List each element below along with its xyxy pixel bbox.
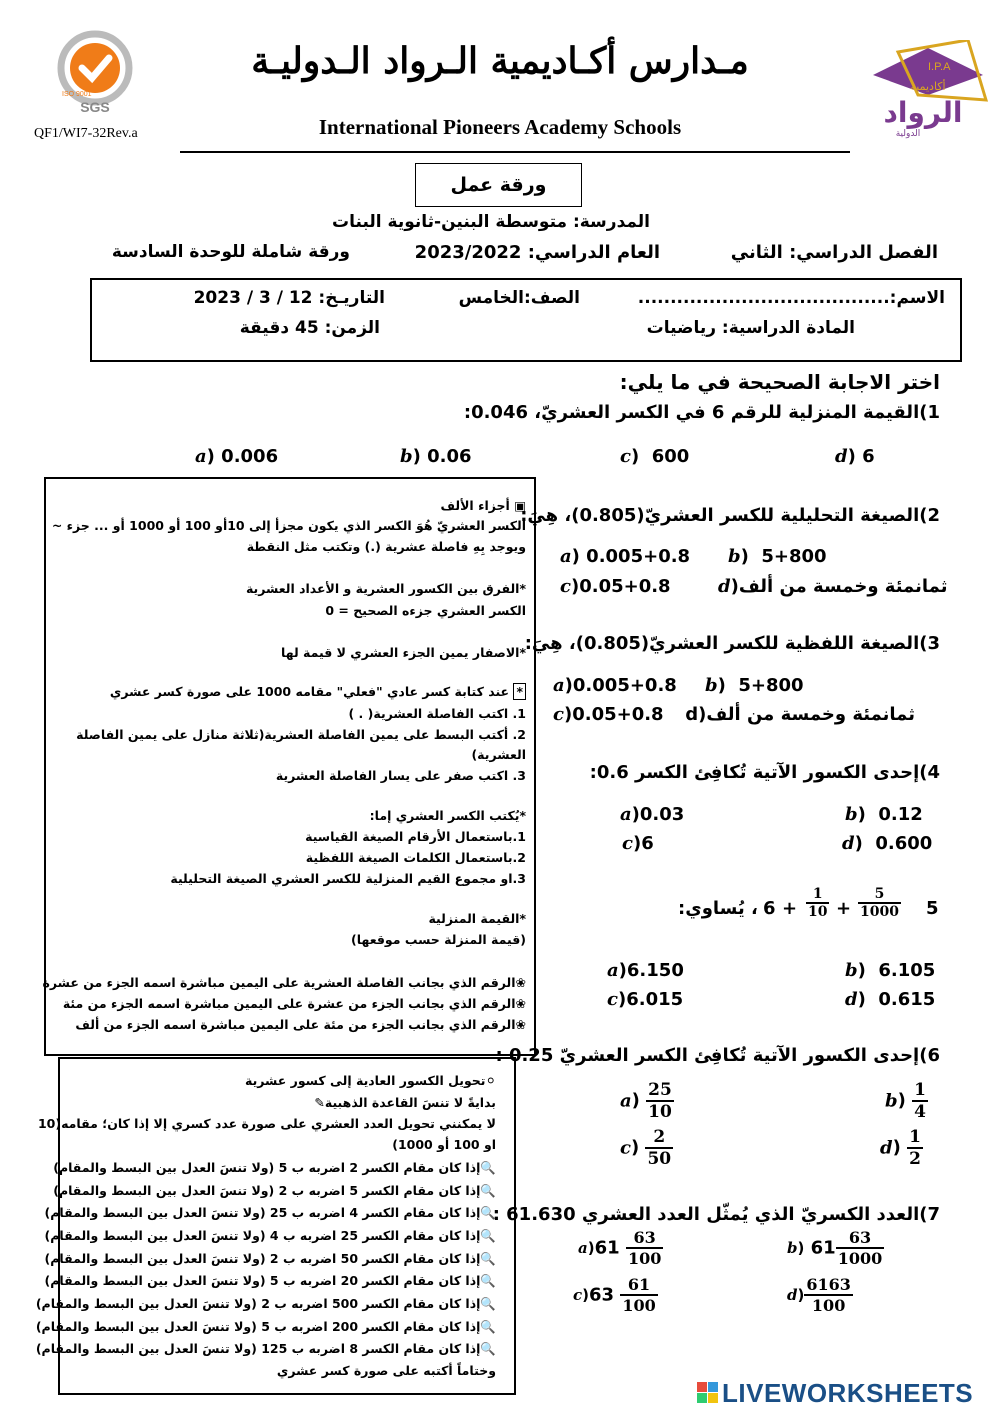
q4-option-a[interactable]: a)0.03: [620, 804, 685, 825]
grade-field: الصف:الخامس: [458, 288, 580, 308]
q5-option-c[interactable]: c)6.015: [607, 989, 684, 1010]
question-4: 4)إحدى الكسور الآتية تُكافِئ الكسر 0.6:: [589, 762, 940, 783]
q6-option-a[interactable]: a) $\frac{25}{10}$: [620, 1080, 672, 1122]
school-line: المدرسة: متوسطة البنين-ثانوية البنات: [332, 212, 650, 232]
logo-small-text: أكاديمية: [910, 80, 946, 93]
time-field: الزمن: 45 دقيقة: [239, 318, 380, 338]
note-1-line: العشرية): [471, 747, 526, 762]
q1-option-c[interactable]: c) 600: [620, 446, 690, 467]
ribbon-icon: ❀: [515, 975, 526, 990]
sheet-description: ورقة شاملة للوحدة السادسة: [111, 242, 350, 262]
note-2-line: 🔍إذا كان مقام الكسر 25 اضربه ب 4 (ولا تنسَ العدل بين البسط والمقام): [44, 1228, 496, 1243]
q6-option-c[interactable]: c) $\frac{2}{50}$: [620, 1127, 672, 1169]
document-code: QF1/WI7-32Rev.a: [34, 126, 138, 141]
q2-option-b[interactable]: b) 5+800: [728, 546, 827, 567]
header-divider: [180, 151, 850, 153]
magnifier-icon: 🔍: [480, 1319, 496, 1334]
magnifier-icon: 🔍: [480, 1296, 496, 1311]
q5-option-b[interactable]: b) 6.105: [845, 960, 936, 981]
q3-option-c[interactable]: c)0.05+0.8: [553, 704, 664, 725]
book-icon: ▣: [514, 498, 526, 513]
note-1-line: 1. اكتب الفاصلة العشرية( . ): [348, 706, 526, 721]
note-1-line: ويوجد بِهِ فاصلة عشرية (.) وتكتب مثل النقطة: [246, 539, 526, 554]
q6-option-d[interactable]: d) $\frac{1}{2}$: [880, 1127, 921, 1169]
note-2-title: ⚪تحويل الكسور العادية إلى كسور عشرية: [244, 1073, 496, 1088]
note-1-line: 3. اكتب صفر على يسار الفاصلة العشرية: [275, 768, 526, 783]
q7-option-b[interactable]: b) 61 $\frac{63}{1000}$: [787, 1228, 883, 1268]
q5-plus: +: [782, 898, 798, 919]
q5-fraction-2: $\frac{5}{1000}$: [860, 886, 899, 920]
question-2: 2)الصيغة التحليلية للكسر العشريّ(0.805)، هِيَ:: [520, 505, 940, 526]
note-2-line: وختاماً أكتبه على صورة كسر عشري: [276, 1363, 496, 1378]
sgs-text: SGS: [80, 99, 110, 115]
note-2-line: 🔍إذا كان مقام الكسر 5 اضربه ب 2 (ولا تنسَ العدل بين البسط والمقام): [53, 1183, 496, 1198]
note-pad-icon: ✎: [314, 1095, 325, 1110]
note-1-line: 1.باستعمال الأرقام الصيغة القياسية: [305, 829, 526, 844]
q5-whole: 6: [763, 898, 776, 919]
q1-option-d[interactable]: d) 6: [835, 446, 875, 467]
note-1-line: الكسر العشريّ هُوَ الكسر الذي يكون مجزأ إلى 10أو 100 أو 1000 أو ... جزء ~: [51, 518, 526, 533]
q2-option-d[interactable]: dثمانمئة وخمسة من ألف(: [718, 576, 948, 597]
magnifier-icon: 🔍: [480, 1273, 496, 1288]
semester-line: الفصل الدراسي: الثاني: [730, 242, 938, 263]
note-2-line: بدايةً لا تنسَ القاعدة الذهبية✎: [314, 1095, 496, 1110]
note-2-line: 🔍إذا كان مقام الكسر 2 اضربه ب 5 (ولا تنسَ العدل بين البسط والمقام): [53, 1160, 496, 1175]
note-1-line: *القيمة المنزلية: [428, 911, 526, 926]
note-2-line: 🔍إذا كان مقام الكسر 20 اضربه ب 5 (ولا تنسَ العدل بين البسط والمقام): [44, 1273, 496, 1288]
q2-option-a[interactable]: a) 0.005+0.8: [560, 546, 691, 567]
liveworksheets-icon: [697, 1382, 719, 1404]
note-1-line: *يُكتب الكسر العشري إما:: [369, 808, 526, 823]
note-1-title: ▣ أجزاء الألف: [440, 498, 526, 513]
q4-option-c[interactable]: c)6: [622, 833, 654, 854]
liveworksheets-brand[interactable]: LIVEWORKSHEETS: [722, 1378, 974, 1408]
magnifier-icon: 🔍: [480, 1341, 496, 1356]
q7-option-d[interactable]: d) $\frac{6163}{100}$: [787, 1275, 851, 1315]
q5-option-a[interactable]: a)6.150: [607, 960, 684, 981]
q4-option-b[interactable]: b) 0.12: [845, 804, 923, 825]
note-2-line: 🔍إذا كان مقام الكسر 8 اضربه ب 125 (ولا تنسَ العدل بين البسط والمقام): [35, 1341, 496, 1356]
question-7: 7)العدد الكسريّ الذي يُمثّل العدد العشري 61.630 :: [492, 1204, 940, 1225]
q5-tail-text: ، يُساوي:: [678, 898, 758, 919]
magnifier-icon: 🔍: [480, 1205, 496, 1220]
subject-field: المادة الدراسية: رياضيات: [646, 318, 855, 338]
gear-icon: *: [513, 683, 526, 700]
academy-logo: [858, 40, 988, 140]
magnifier-icon: 🔍: [480, 1160, 496, 1175]
note-1-line: 3.او مجموع القيم المنزلية للكسر العشري الصيغة التحليلية: [170, 871, 526, 886]
circle-icon: ⚪: [485, 1073, 496, 1088]
note-2-line: 🔍إذا كان مقام الكسر 200 اضربه ب 5 (ولا تنسَ العدل بين البسط والمقام): [35, 1319, 496, 1334]
q4-option-d[interactable]: d) 0.600: [842, 833, 933, 854]
note-1-line: *الفرق بين الكسور العشرية و الأعداد العشرية: [245, 581, 526, 596]
q5-option-d[interactable]: d) 0.615: [845, 989, 936, 1010]
note-1-line: *الاصفار يمين الجزء العشري لا قيمة لها: [281, 645, 526, 660]
q7-option-a[interactable]: a)61 $\frac{63}{100}$: [578, 1228, 662, 1268]
iso-text: ISO 9001: [62, 91, 92, 98]
q5-fraction-1: $\frac{1}{10}$: [808, 886, 828, 920]
ribbon-icon: ❀: [515, 996, 526, 1011]
notes-box-decimals: [44, 477, 536, 1056]
magnifier-icon: 🔍: [480, 1183, 496, 1198]
year-line: العام الدراسي: 2023/2022: [414, 242, 660, 263]
q6-option-b[interactable]: b) $\frac{1}{4}$: [885, 1080, 926, 1122]
note-1-line: ❀الرقم الذي بجانب الجزء من مئة على اليمين مباشرة اسمه الجزء من ألف: [75, 1017, 526, 1032]
logo-sub-text: الدولية: [895, 129, 921, 139]
note-1-line: * عند كتابة كسر عادي "فعلي" مقامه 1000 على صورة كسر عشري: [110, 684, 526, 699]
date-field: التاريـخ: 12 / 3 / 2023: [193, 288, 385, 308]
note-1-line: الكسر العشري جزءه الصحيح = 0: [325, 603, 526, 618]
note-2-line: او 100 أو 1000): [392, 1137, 496, 1152]
q3-option-a[interactable]: a)0.005+0.8: [553, 675, 677, 696]
note-2-line: 🔍إذا كان مقام الكسر 4 اضربه ب 25 (ولا تنسَ العدل بين البسط والمقام): [44, 1205, 496, 1220]
note-1-line: ❀الرقم الذي بجانب الفاصلة العشرية على اليمين مباشرة اسمه الجزء من عشرة: [42, 975, 526, 990]
note-1-line: 2. أكتب البسط على يمين الفاصلة العشرية(ثلاثة منازل على يمين الفاصلة: [76, 727, 526, 742]
logo-main-text: الرواد: [883, 96, 963, 129]
school-title-arabic: مـدارس أكـاديمية الـرواد الـدوليـة: [251, 40, 749, 82]
q1-option-a[interactable]: a) 0.006: [195, 446, 279, 467]
note-1-line: 2.باستعمال الكلمات الصيغة اللفظية: [305, 850, 526, 865]
q3-option-d[interactable]: ثمانمئة وخمسة من ألف(d: [685, 704, 915, 725]
logo-abbr: I.P.A: [928, 61, 951, 73]
q5-number: 5: [926, 898, 939, 919]
question-6: 6)إحدى الكسور الآتية تُكافِئ الكسر العشريّ 0.25 :: [495, 1045, 940, 1066]
sgs-certification-logo: [45, 30, 145, 115]
note-1-line: ❀الرقم الذي بجانب الجزء من عشرة على اليمين مباشرة اسمه الجزء من مئة: [62, 996, 526, 1011]
question-1: 1)القيمة المنزلية للرقم 6 في الكسر العشريّ، 0.046:: [463, 402, 940, 423]
q3-option-b[interactable]: b) 5+800: [705, 675, 804, 696]
q2-option-c[interactable]: c)0.05+0.8: [560, 576, 671, 597]
instruction-text: اختر الاجابة الصحيحة في ما يلي:: [619, 370, 940, 394]
q1-option-b[interactable]: b) 0.06: [400, 446, 472, 467]
q7-option-c[interactable]: c)63 $\frac{61}{100}$: [573, 1275, 656, 1315]
note-2-line: 🔍إذا كان مقام الكسر 500 اضربه ب 2 (ولا تنسَ العدل بين البسط والمقام): [35, 1296, 496, 1311]
name-field[interactable]: الاسم:.......................................: [637, 288, 945, 308]
school-title-english: International Pioneers Academy Schools: [318, 115, 682, 139]
magnifier-icon: 🔍: [480, 1251, 496, 1266]
note-2-line: لا يمكنني تحويل العدد العشري على صورة عدد كسري إلا إذا كان؛ مقامه(10: [37, 1116, 496, 1131]
worksheet-label: ورقة عمل: [415, 163, 582, 207]
ribbon-icon: ❀: [515, 1017, 526, 1032]
note-2-line: 🔍إذا كان مقام الكسر 50 اضربه ب 2 (ولا تنسَ العدل بين البسط والمقام): [44, 1251, 496, 1266]
question-5: [678, 886, 940, 936]
question-3: 3)الصيغة اللفظية للكسر العشريّ(0.805)، هِيَ:: [524, 633, 940, 654]
q5-plus: +: [836, 898, 852, 919]
magnifier-icon: 🔍: [480, 1228, 496, 1243]
note-1-line: (قيمة المنزلة حسب موقعها): [351, 932, 526, 947]
